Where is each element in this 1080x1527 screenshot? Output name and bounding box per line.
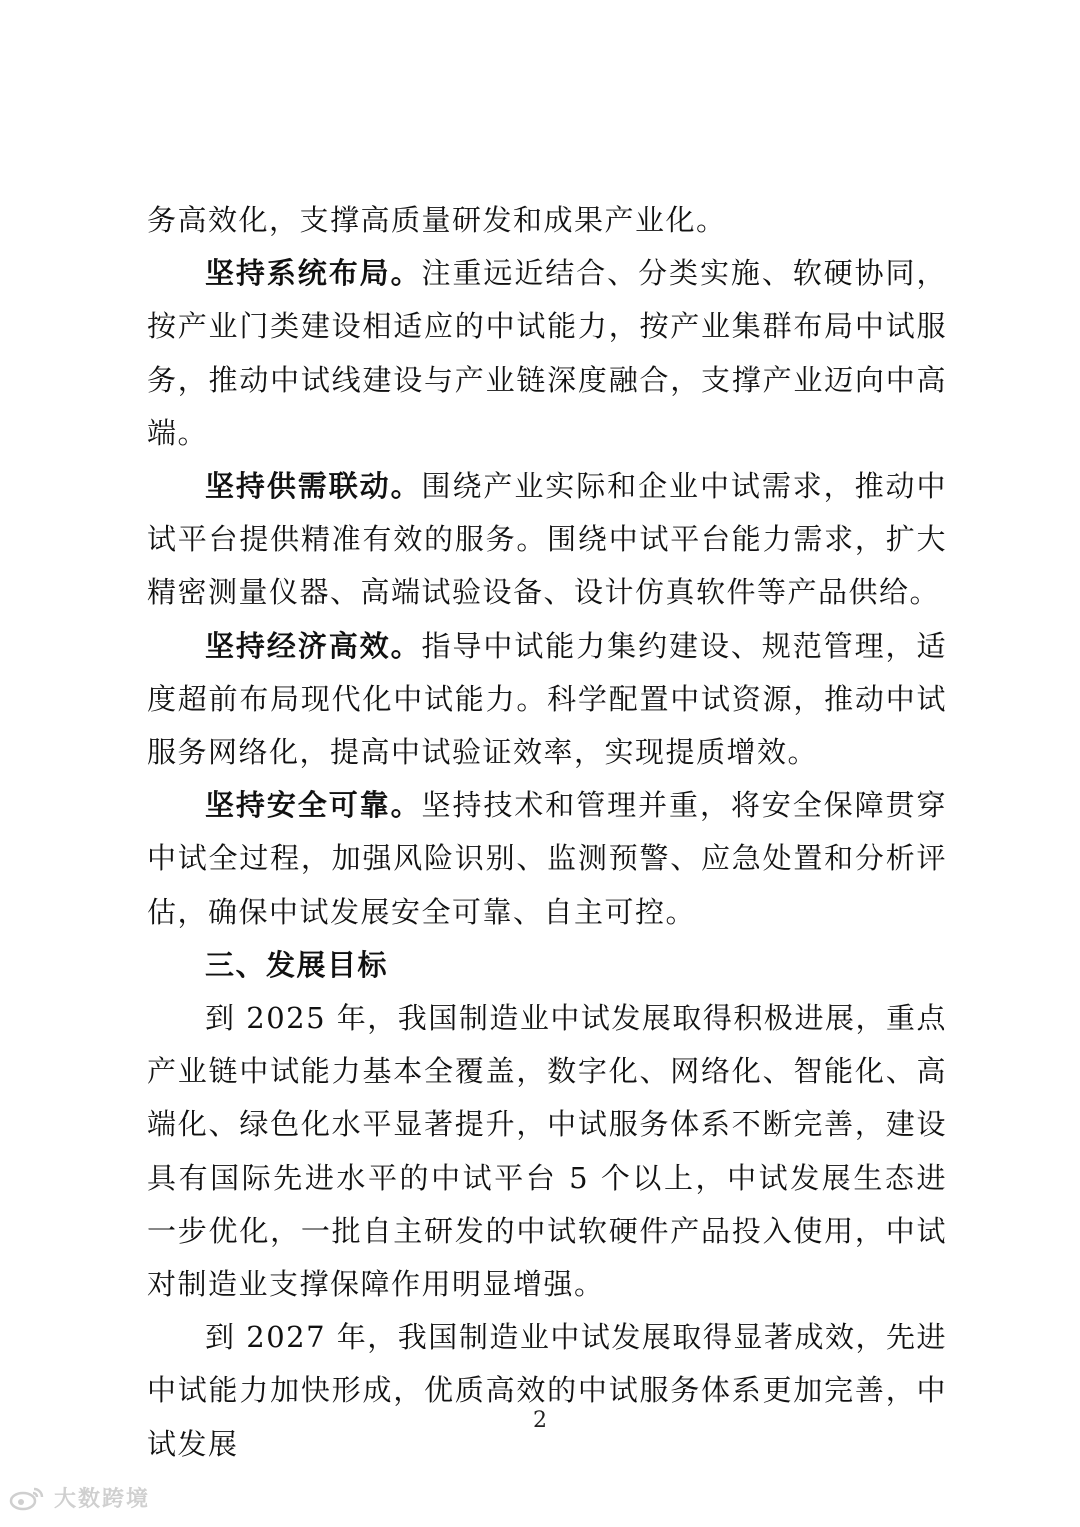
page-number: 2 (533, 1408, 547, 1433)
section-heading: 三、发展目标 (205, 947, 389, 982)
watermark (8, 1482, 150, 1513)
goal-paragraph-2025: 到 2025 年，我国制造业中试发展取得积极进展，重点产业链中试能力基本全覆盖，数字化、网络化、智能化、高端化、绿色化水平显著提升，中试服务体系不断完善，建设具有国际先进水平的中试平台 5 个以上，中试发展生态进一步优化，一批自主研发的中试软硬件产品投入使用，中试对制造业支撑保障作用明显增强。 (147, 1001, 947, 1302)
principle-lead: 坚持供需联动。 (205, 469, 422, 504)
principle-body: 围绕产业实际和企业中试需求，推动中试平台提供精准有效的服务。围绕中试平台能力需求，扩大精密测量仪器、高端试验设备、设计仿真软件等产品供给。 (147, 469, 947, 610)
principle-paragraph-economy-efficiency (147, 620, 947, 780)
principle-body: 坚持技术和管理并重，将安全保障贯穿中试全过程，加强风险识别、监测预警、应急处置和分析评估，确保中试发展安全可靠、自主可控。 (147, 788, 947, 929)
continuation-paragraph: 务高效化，支撑高质量研发和成果产业化。 (147, 203, 727, 237)
principle-body: 注重远近结合、分类实施、软硬协同，按产业门类建设相适应的中试能力，按产业集群布局中试服务，推动中试线建设与产业链深度融合，支撑产业迈向中高端。 (147, 256, 947, 450)
principle-body: 指导中试能力集约建设、规范管理，适度超前布局现代化中试能力。科学配置中试资源，推动中试服务网络化，提高中试验证效率，实现提质增效。 (147, 628, 947, 770)
document-body (147, 194, 947, 1471)
principle-paragraph-system-layout (147, 247, 947, 460)
principle-lead: 坚持经济高效。 (205, 628, 422, 663)
principle-lead: 坚持系统布局。 (205, 256, 422, 291)
principle-paragraph-supply-demand (147, 460, 947, 620)
principle-lead: 坚持安全可靠。 (205, 788, 422, 823)
watermark-text: 大数跨境 (54, 1487, 151, 1512)
weibo-logo-icon (8, 1485, 48, 1511)
principle-paragraph-safety (147, 779, 947, 939)
goal-paragraph-2027: 到 2027 年，我国制造业中试发展取得显著成效，先进中试能力加快形成，优质高效的中试服务体系更加完善，中试发展 (147, 1320, 947, 1461)
